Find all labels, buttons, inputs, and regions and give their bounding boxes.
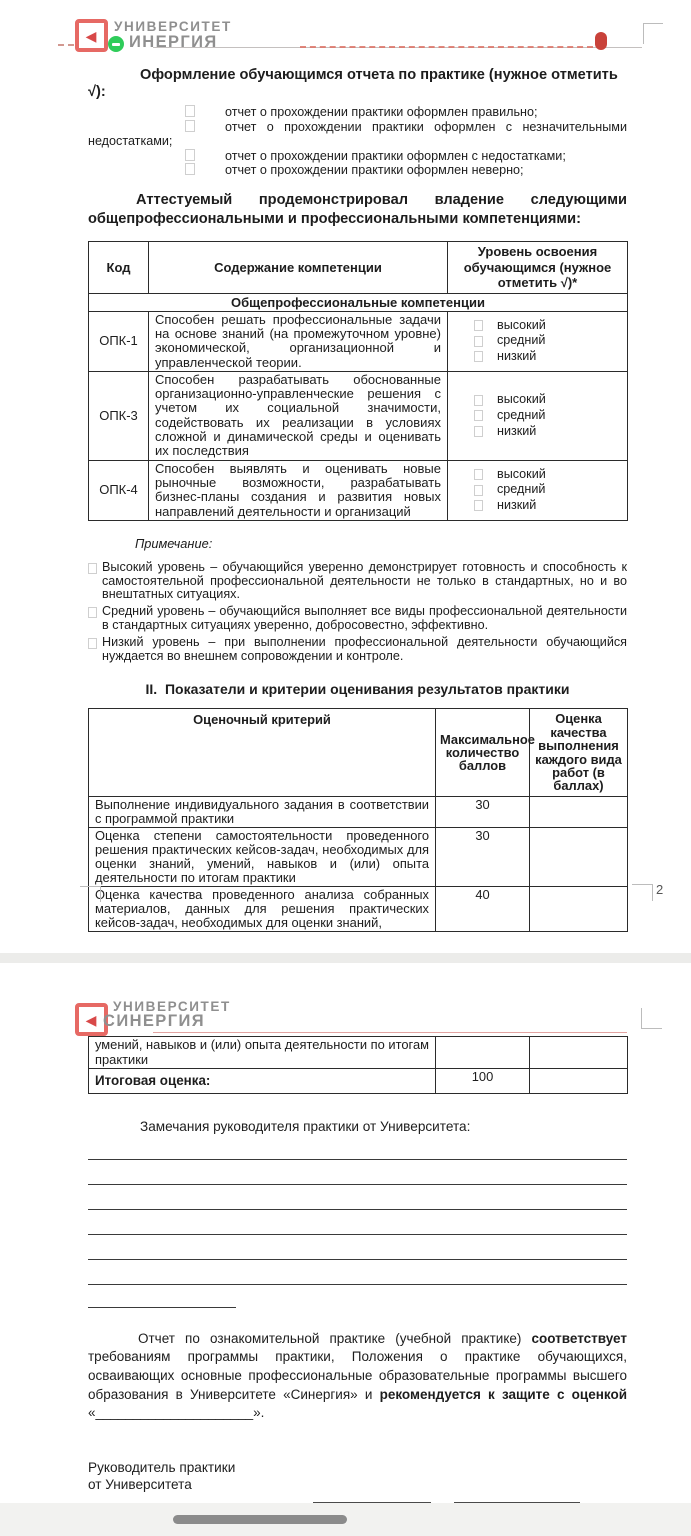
scroll-indicator[interactable] [173, 1515, 347, 1524]
col-header-code: Код [89, 242, 149, 294]
square-bullet-icon [88, 563, 97, 574]
signature-line [313, 1489, 431, 1503]
criterion-text: Оценка степени самостоятельности проведенного решения практических кейсов-задач, необходимых для оценки знаний, умений, навыков и (или) опыта деятельности по итогам практики [89, 827, 436, 886]
option-label: отчет о прохождении практики оформлен правильно; [225, 105, 538, 119]
section-title-report-format: Оформление обучающимся отчета по практике (нужное отметить √): [88, 67, 618, 100]
col-header-criterion: Оценочный критерий [89, 709, 436, 796]
logo-text-university: УНИВЕРСИТЕТ [114, 19, 232, 34]
table-group-row [89, 293, 628, 311]
empty-checkbox-icon [474, 426, 483, 437]
total-row [89, 1069, 628, 1094]
synergy-logo-icon [75, 19, 108, 52]
table-row [89, 886, 628, 931]
red-marker-line [300, 46, 593, 48]
table-header-row [89, 709, 628, 796]
level-option [474, 333, 621, 349]
level-option [474, 424, 621, 440]
empty-checkbox-icon [474, 395, 483, 406]
blank-write-line [88, 1185, 627, 1210]
crop-mark [632, 884, 653, 901]
score-cell-empty [530, 827, 628, 886]
col-header-quality-score: Оценка качества выполнения каждого вида работ (в баллах) [530, 709, 628, 796]
empty-checkbox-icon [185, 105, 195, 117]
logo-text-university: УНИВЕРСИТЕТ [113, 999, 231, 1014]
conclusion-text: «_____________________». [88, 1405, 265, 1421]
conclusion-bold: рекомендуется к защите с оценкой [379, 1386, 627, 1402]
empty-checkbox-icon [474, 351, 483, 362]
blank-write-line [88, 1260, 627, 1285]
report-option [88, 105, 627, 120]
level-options-cell [448, 311, 628, 371]
crop-mark [641, 1008, 662, 1029]
crop-mark [643, 23, 663, 44]
table-row [89, 827, 628, 886]
document-page-2 [0, 963, 691, 1503]
red-pin-icon [595, 32, 607, 50]
criteria-table-continuation [88, 1036, 628, 1094]
crop-mark [80, 886, 101, 902]
col-header-max-points: Максимальное количество баллов [436, 709, 530, 796]
empty-checkbox-icon [185, 149, 195, 161]
level-label: средний [497, 407, 546, 422]
name-line [454, 1489, 580, 1503]
square-bullet-icon [88, 607, 97, 618]
empty-checkbox-icon [474, 469, 483, 480]
option-label: отчет о прохождении практики оформлен с незначительными недостатками; [88, 119, 627, 149]
level-options-cell [448, 460, 628, 520]
max-points-value: 30 [436, 827, 530, 886]
table-row [89, 796, 628, 827]
empty-checkbox-icon [474, 336, 483, 347]
square-bullet-icon [88, 638, 97, 649]
criterion-text: Оценка качества проведенного анализа собранных материалов, данных для решения практических кейсов-задач, необходимых для оценки знаний, [89, 886, 436, 931]
criterion-carryover-text: умений, навыков и (или) опыта деятельности по итогам практики [89, 1037, 436, 1069]
table-row [89, 460, 628, 520]
signer-role-line2: от Университета [88, 1476, 192, 1492]
viewer-footer-bar [0, 1503, 691, 1536]
level-option [474, 392, 621, 408]
score-cell-empty [530, 1069, 628, 1094]
score-cell-empty [530, 796, 628, 827]
table-row [89, 371, 628, 460]
note-item [88, 561, 627, 602]
attestation-paragraph: Аттестуемый продемонстрировал владение следующими общепрофессиональными и профессиональными компетенциями: [88, 191, 627, 227]
max-points-value: 30 [436, 796, 530, 827]
level-option [474, 467, 621, 483]
level-label: низкий [497, 423, 537, 438]
empty-checkbox-icon [474, 410, 483, 421]
blank-write-line [88, 1160, 627, 1185]
report-option [88, 163, 627, 178]
left-arrow-icon: ◀ [85, 27, 97, 44]
total-value: 100 [436, 1069, 530, 1094]
level-label: высокий [497, 466, 546, 481]
table-row [89, 1037, 628, 1069]
level-label: низкий [497, 349, 537, 364]
logo-text-sinergia: СИНЕРГИЯ [103, 1012, 205, 1030]
group-row-label: Общепрофессиональные компетенции [89, 293, 628, 311]
conclusion-paragraph [88, 1330, 627, 1423]
left-arrow-icon: ◀ [85, 1011, 97, 1028]
level-label: высокий [497, 317, 546, 332]
conclusion-text: требованиям программы практики, Положения о практике обучающихся, осваивающих основные профессиональные образовательные программы высшего образования в Университете «Синергия» и [88, 1349, 627, 1402]
level-option [474, 349, 621, 365]
table-row [89, 311, 628, 371]
blank-write-line [88, 1235, 627, 1260]
level-label: низкий [497, 498, 537, 513]
level-option [474, 482, 621, 498]
note-text: Высокий уровень – обучающийся уверенно демонстрирует готовность и способность к самостоятельной профессиональной деятельности не только в стандартных, но и во внештатных ситуациях. [102, 559, 627, 602]
logo-text-sinergia: ИНЕРГИЯ [129, 33, 218, 51]
header-underline [153, 1032, 627, 1033]
competency-content: Способен решать профессиональные задачи на основе знаний (на промежуточном уровне) экономической, организационной и управленческой теории. [149, 311, 448, 371]
report-option [88, 149, 627, 164]
score-cell-empty [530, 1037, 628, 1069]
score-cell-empty [530, 886, 628, 931]
empty-checkbox-icon [185, 120, 195, 132]
max-points-value: 40 [436, 886, 530, 931]
competency-table [88, 241, 628, 521]
level-option [474, 318, 621, 334]
note-item [88, 636, 627, 664]
level-label: высокий [497, 392, 546, 407]
competency-content: Способен разрабатывать обоснованные организационно-управленческие решения с учетом их социальной значимости, содействовать их реализации в условиях сложной и динамической среды и оценивать их последствия [149, 371, 448, 460]
empty-checkbox-icon [474, 485, 483, 496]
conclusion-bold: соответствует [531, 1330, 627, 1346]
level-option [474, 498, 621, 514]
option-label: отчет о прохождении практики оформлен с недостатками; [225, 148, 566, 163]
competency-code: ОПК-4 [89, 460, 149, 520]
option-label: отчет о прохождении практики оформлен неверно; [225, 163, 524, 178]
competency-content: Способен выявлять и оценивать новые рыночные возможности, разрабатывать бизнес-планы создания и развития новых направлений деятельности и организаций [149, 460, 448, 520]
level-label: средний [497, 482, 546, 497]
empty-checkbox-icon [474, 320, 483, 331]
blank-write-line-short [88, 1285, 236, 1308]
report-option [88, 120, 627, 149]
level-options-cell [448, 371, 628, 460]
page-separator [0, 953, 691, 963]
section-title-criteria: II. Показатели и критерии оценивания результатов практики [145, 681, 570, 698]
col-header-level: Уровень освоения обучающимся (нужное отметить √)* [448, 242, 628, 294]
note-item [88, 605, 627, 633]
green-minus-badge-icon [108, 36, 124, 52]
competency-code: ОПК-3 [89, 371, 149, 460]
note-text: Низкий уровень – при выполнении профессиональной деятельности обучающийся нуждается во внешнем сопровождении и контроле. [102, 634, 627, 663]
col-header-content: Содержание компетенции [149, 242, 448, 294]
criteria-table [88, 708, 628, 931]
note-text: Средний уровень – обучающийся выполняет все виды профессиональной деятельности в стандартных ситуациях уверенно, добросовестно, эффективно. [102, 604, 627, 632]
blank-write-line [88, 1135, 627, 1160]
table-header-row [89, 242, 628, 294]
empty-checkbox-icon [474, 500, 483, 511]
blank-write-line [88, 1210, 627, 1235]
max-points-cell-empty [436, 1037, 530, 1069]
signer-role-line1: Руководитель практики [88, 1459, 236, 1475]
total-label: Итоговая оценка: [89, 1069, 436, 1094]
level-label: средний [497, 333, 546, 348]
conclusion-text: Отчет по ознакомительной практике (учебной практике) [138, 1330, 532, 1346]
level-option [474, 408, 621, 424]
remarks-title: Замечания руководителя практики от Университета: [140, 1118, 471, 1134]
page-number: 2 [656, 882, 664, 897]
note-label: Примечание: [135, 535, 213, 551]
empty-checkbox-icon [185, 163, 195, 175]
red-dash-annotation [58, 44, 74, 46]
criterion-text: Выполнение индивидуального задания в соответствии с программой практики [89, 796, 436, 827]
competency-code: ОПК-1 [89, 311, 149, 371]
